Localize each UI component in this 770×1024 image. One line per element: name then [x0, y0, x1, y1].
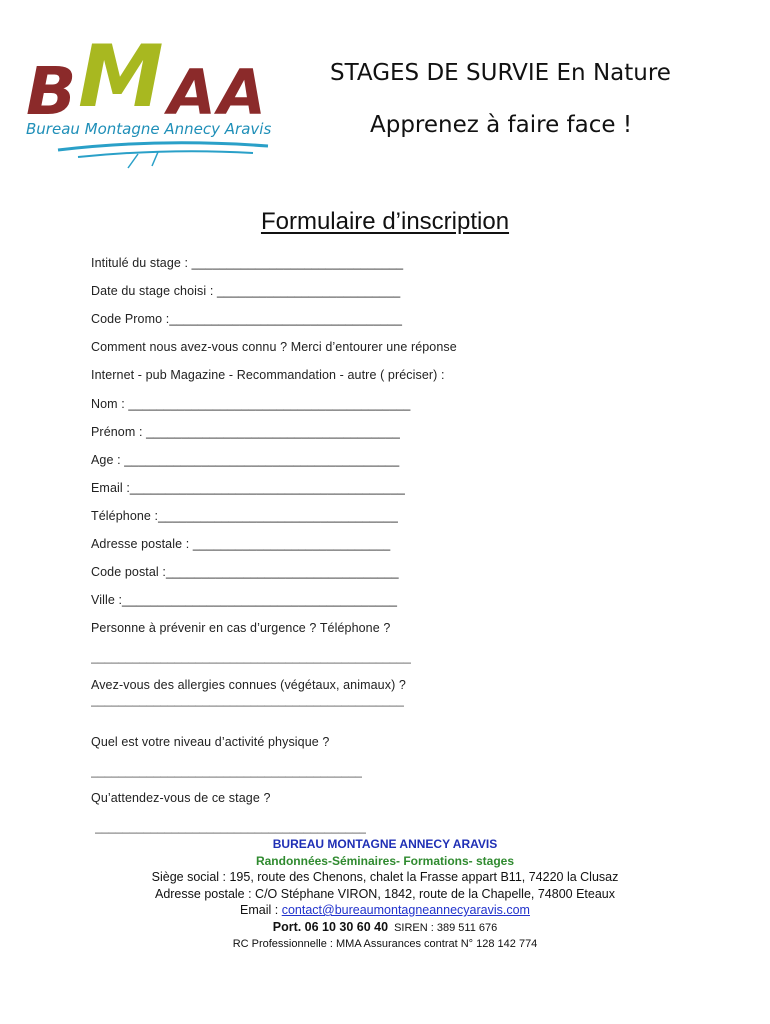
answer-line-activity[interactable]: _______________________________________: [91, 764, 363, 778]
logo-tagline: Bureau Montagne Annecy Aravis: [26, 120, 272, 138]
footer-company-name: BUREAU MONTAGNE ANNECY ARAVIS: [272, 837, 498, 851]
form-title: Formulaire d’inscription: [260, 208, 510, 235]
answer-line-allergies[interactable]: _____________________________________________: [91, 693, 404, 707]
footer-phone: Port. 06 10 30 60 40: [272, 919, 389, 934]
field-age[interactable]: Age : _______________________________________: [91, 453, 400, 467]
logo-letter-a2: A: [218, 56, 266, 129]
question-allergies: Avez-vous des allergies connues (végétaux, animaux) ?: [91, 678, 406, 692]
page-subtitle: Apprenez à faire face !: [370, 112, 633, 138]
page-title: STAGES DE SURVIE En Nature: [330, 60, 671, 86]
question-emergency-contact: Personne à prévenir en cas d’urgence ? Téléphone ?: [91, 621, 391, 635]
footer-siren: SIREN : 389 511 676: [394, 921, 498, 934]
field-stage-title[interactable]: Intitulé du stage : ______________________________: [91, 256, 404, 270]
answer-line-expectations[interactable]: _______________________________________: [95, 820, 367, 834]
footer-contact-line: [0, 919, 770, 937]
field-stage-date[interactable]: Date du stage choisi : __________________________: [91, 284, 401, 298]
footer-email-link[interactable]: contact@bureaumontagneannecyaravis.com: [281, 903, 530, 917]
field-postal-address[interactable]: Adresse postale : ____________________________: [91, 537, 391, 551]
footer-insurance: RC Professionnelle : MMA Assurances contrat N° 128 142 774: [232, 938, 538, 950]
logo-letter-m: M: [78, 30, 164, 127]
field-postal-code[interactable]: Code postal :_________________________________: [91, 565, 399, 579]
footer-head-office: Siège social : 195, route des Chenons, chalet la Frasse appart B11, 74220 la Clusaz: [151, 870, 619, 884]
field-first-name[interactable]: Prénom : ____________________________________: [91, 425, 400, 439]
logo-swoosh-icon: [58, 143, 268, 150]
referral-options[interactable]: Internet - pub Magazine - Recommandation - autre ( préciser) :: [91, 368, 445, 382]
field-city[interactable]: Ville :_______________________________________: [91, 593, 398, 607]
answer-line-emergency[interactable]: ______________________________________________: [91, 650, 411, 664]
footer-activities: Randonnées-Séminaires- Formations- stages: [255, 853, 515, 868]
logo-letter-b: B: [26, 53, 77, 130]
logo-letter-a1: A: [168, 56, 216, 129]
footer: [0, 836, 770, 953]
field-email[interactable]: Email :_______________________________________: [91, 481, 405, 495]
question-referral: Comment nous avez-vous connu ? Merci d’entourer une réponse: [91, 340, 457, 354]
footer-postal-address: Adresse postale : C/O Stéphane VIRON, 1842, route de la Chapelle, 74800 Eteaux: [154, 886, 615, 901]
footer-email-label: Email :: [240, 903, 282, 917]
bmaa-logo: [18, 30, 308, 180]
field-last-name[interactable]: Nom : ________________________________________: [91, 397, 411, 411]
footer-email-line: [0, 902, 770, 919]
field-promo-code[interactable]: Code Promo :_________________________________: [91, 312, 403, 326]
question-activity-level: Quel est votre niveau d’activité physique ?: [91, 735, 330, 749]
field-phone[interactable]: Téléphone :__________________________________: [91, 509, 398, 523]
question-expectations: Qu’attendez-vous de ce stage ?: [91, 791, 271, 805]
